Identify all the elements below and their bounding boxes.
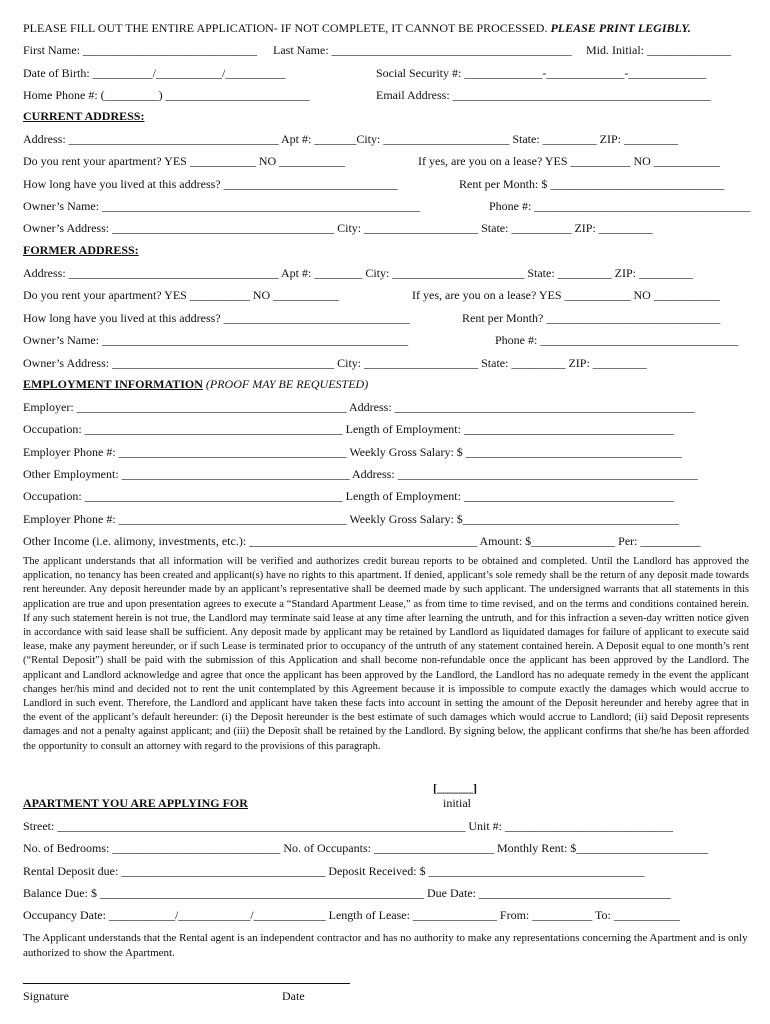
current-address-field[interactable]: Address: ___________________________________ Apt #: _______City: _____________________ State: _________ ZIP: _________ <box>23 132 679 146</box>
rental-deposit-field[interactable]: Rental Deposit due: __________________________________ Deposit Received: $ ____________________________________ <box>23 864 645 878</box>
other-employment-field[interactable]: Other Employment: ______________________________________ Address: __________________________________________________ <box>23 467 698 481</box>
apartment-heading: APARTMENT YOU ARE APPLYING FOR <box>23 796 248 810</box>
street-field[interactable]: Street: ____________________________________________________________________ Unit #: ____________________________ <box>23 819 673 833</box>
email-field[interactable]: Email Address: ___________________________________________ <box>376 88 711 102</box>
occupation-field[interactable]: Occupation: ___________________________________________ Length of Employment: ___________________________________ <box>23 422 674 436</box>
employment-heading-title: EMPLOYMENT INFORMATION <box>23 377 203 391</box>
employer-field[interactable]: Employer: _____________________________________________ Address: __________________________________________________ <box>23 400 695 414</box>
mid-initial-field[interactable]: Mid. Initial: ______________ <box>586 43 731 57</box>
current-rent-question[interactable]: Do you rent your apartment? YES ___________ NO ___________ <box>23 154 346 168</box>
current-owner-phone-field[interactable]: Phone #: ____________________________________ <box>489 199 751 213</box>
last-name-field[interactable]: Last Name: ________________________________________ <box>273 43 572 57</box>
current-rent-per-month-field[interactable]: Rent per Month: $ _____________________________ <box>459 177 725 191</box>
occupation-2-field[interactable]: Occupation: ___________________________________________ Length of Employment: ___________________________________ <box>23 489 674 503</box>
date-label: Date <box>282 989 305 1003</box>
former-rent-question[interactable]: Do you rent your apartment? YES __________ NO ___________ <box>23 288 340 302</box>
ssn-field[interactable]: Social Security #: _____________-_____________-_____________ <box>376 66 707 80</box>
other-income-field[interactable]: Other Income (i.e. alimony, investments, etc.): ______________________________________ Amount: $______________ Per: __________ <box>23 534 701 548</box>
initial-label: initial <box>443 796 471 810</box>
former-owner-address-field[interactable]: Owner’s Address: _____________________________________ City: ___________________ State: _________ ZIP: _________ <box>23 356 647 370</box>
employment-heading-note: (PROOF MAY BE REQUESTED) <box>202 377 369 391</box>
current-owner-name-field[interactable]: Owner’s Name: _____________________________________________________ <box>23 199 421 213</box>
former-owner-name-field[interactable]: Owner’s Name: ___________________________________________________ <box>23 333 409 347</box>
employer-phone-field[interactable]: Employer Phone #: ______________________________________ Weekly Gross Salary: $ ____________________________________ <box>23 445 682 459</box>
agent-notice: The Applicant understands that the Rental agent is an independent contractor and has no authority to make any representations concerning the Apartment and is only authorized to show the Apartment. <box>23 932 748 959</box>
form-header <box>23 21 691 35</box>
former-owner-phone-field[interactable]: Phone #: _________________________________ <box>495 333 739 347</box>
former-address-heading: FORMER ADDRESS: <box>23 243 139 257</box>
header-notice: PLEASE FILL OUT THE ENTIRE APPLICATION- IF NOT COMPLETE, IT CANNOT BE PROCESSED. <box>23 21 551 35</box>
former-address-field[interactable]: Address: ___________________________________ Apt #: ________ City: ______________________ State: _________ ZIP: _________ <box>23 266 694 280</box>
former-rent-per-month-field[interactable]: Rent per Month? _____________________________ <box>462 311 721 325</box>
current-lease-question[interactable]: If yes, are you on a lease? YES __________ NO ___________ <box>418 154 720 168</box>
employer-phone-2-field[interactable]: Employer Phone #: ______________________________________ Weekly Gross Salary: $____________________________________ <box>23 512 679 526</box>
first-name-field[interactable]: First Name: _____________________________ <box>23 43 257 57</box>
current-owner-address-field[interactable]: Owner’s Address: _____________________________________ City: ___________________ State: __________ ZIP: _________ <box>23 221 653 235</box>
current-how-long-field[interactable]: How long have you lived at this address? _____________________________ <box>23 177 398 191</box>
date-of-birth-field[interactable]: Date of Birth: __________/___________/__________ <box>23 66 286 80</box>
signature-label: Signature <box>23 989 69 1003</box>
signature-line[interactable] <box>23 983 350 984</box>
agreement-paragraph: The applicant understands that all information will be verified and authorizes credit bureau reports to be obtained and completed. Until the Landlord has approved the application, no tenancy has been created and applicant(s) have no rights to this apartment. If denied, applicant’s sole remedy shall be the return of any deposit made towards rent hereunder. Any deposit hereunder made by an applicant’s representative shall be deemed made by such applicant. The undersigned warrants that all statements in this application are true and upon presentation agrees to execute a “Standard Apartment Lease,” as from time to time revised, and on the terms and conditions contained herein. If any such statement herein is not true, the Landlord may terminate said lease at any time after learning the untruth, and for this infraction a seven-day written notice given in accordance with said lease shall be sufficient. Any deposit made by applicant may be retained by Landlord as liquidated damages for failure of applicant to execute said lease, make any payment hereunder, or if such Lease is terminated prior to occupancy of the untruth of any statement contained herein. A Deposit equal to one month’s rent (“Rental Deposit”) shall be paid with the submission of this Application and shall become non-refundable once the applicant has been approved by the Landlord. The applicant and Landlord acknowledge and agree that once the applicant has been approved by the Landlord, the Landlord has no adequate remedy in the event the applicant changes her/his mind and decided not to rent the unit contemplated by this Agreement because it is impossible to compute exactly the damages which would accrue to Landlord in such event. Therefore, the Landlord and applicant have taken these facts into account in setting the amount of the Deposit hereunder and hereby agree that in the event of the applicant’s default hereunder: (i) the Deposit hereunder is the best estimate of such damages which would accrue to Landlord; (ii) said Deposit represents damages and not a penalty against applicant; and (iii) the Deposit shall be retained by the Landlord. By signing below, the applicant confirms that she/he has been afforded the opportunity to consult an attorney with regard to the provisions of this paragraph. <box>23 556 749 752</box>
former-how-long-field[interactable]: How long have you lived at this address? _______________________________ <box>23 311 410 325</box>
current-address-heading: CURRENT ADDRESS: <box>23 109 145 123</box>
occupancy-date-field[interactable]: Occupancy Date: ___________/____________/____________ Length of Lease: ______________ From: __________ To: ___________ <box>23 908 680 922</box>
former-lease-question[interactable]: If yes, are you on a lease? YES ___________ NO ___________ <box>412 288 720 302</box>
bedrooms-field[interactable]: No. of Bedrooms: ____________________________ No. of Occupants: ____________________ Monthly Rent: $______________________ <box>23 841 709 855</box>
header-print-legibly: PLEASE PRINT LEGIBLY. <box>550 21 691 35</box>
initial-box[interactable]: [______] <box>433 781 477 795</box>
balance-due-field[interactable]: Balance Due: $ ______________________________________________________ Due Date: ________________________________ <box>23 886 671 900</box>
home-phone-field[interactable]: Home Phone #: (_________) ________________________ <box>23 88 310 102</box>
employment-heading <box>23 377 368 391</box>
